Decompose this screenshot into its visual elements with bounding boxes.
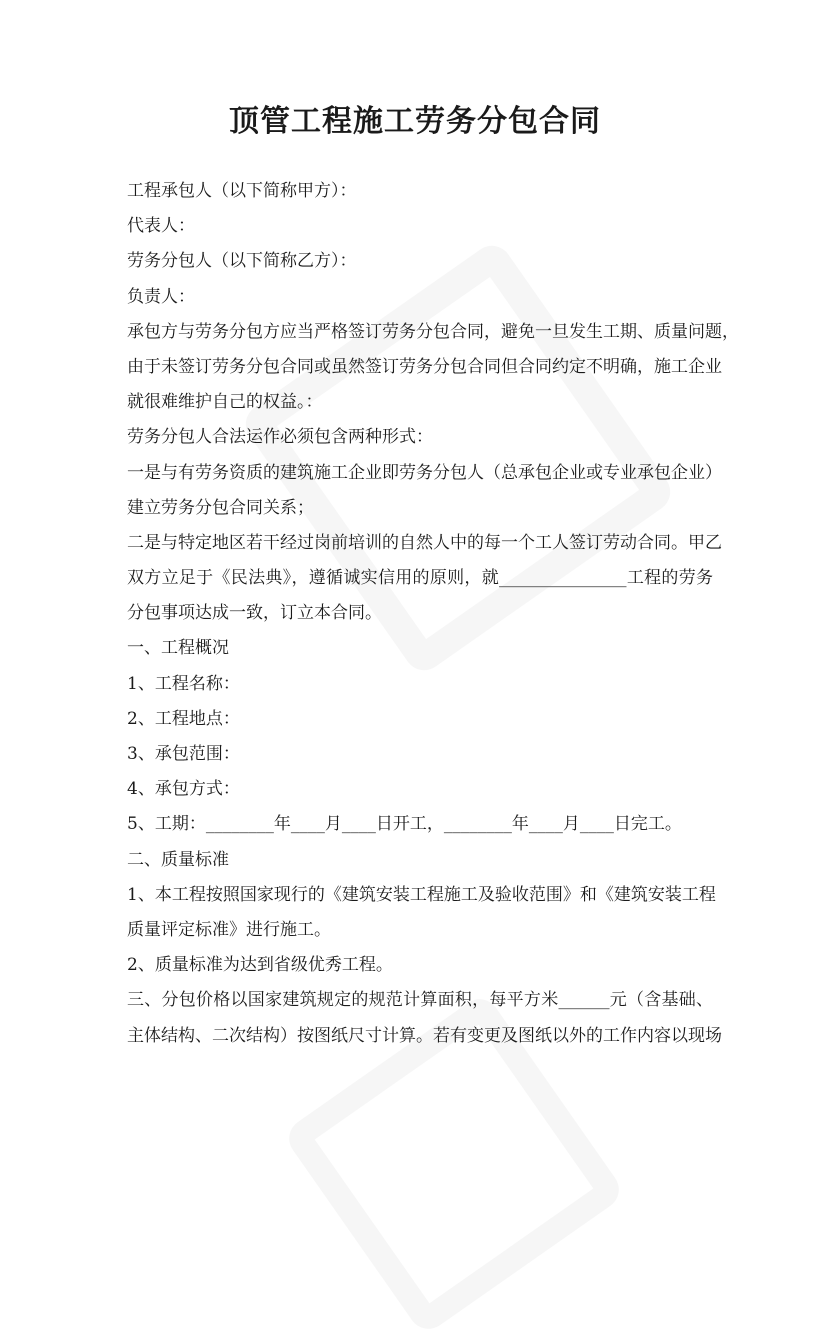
paragraph-line: 代表人： (127, 216, 195, 237)
paragraph-line: 三、分包价格以国家建筑规定的规范计算面积，每平方米______元（含基础、 (127, 990, 713, 1011)
paragraph-line: 1、工程名称： (127, 673, 240, 694)
paragraph-line: 主体结构、二次结构）按图纸尺寸计算。若有变更及图纸以外的工作内容以现场 (127, 1025, 722, 1046)
paragraph-line: 1、本工程按照国家现行的《建筑安装工程施工及验收范围》和《建筑安装工程 (127, 884, 716, 905)
paragraph-line: 3、承包范围： (127, 744, 240, 764)
paragraph-line: 工程承包人（以下简称甲方）： (127, 181, 357, 201)
paragraph-line: 质量评定标准》进行施工。 (127, 919, 331, 940)
paragraph-line: 一、工程概况 (127, 638, 229, 659)
paragraph-line: 二、质量标准 (127, 849, 229, 870)
paragraph-line: 承包方与劳务分包方应当严格签订劳务分包合同，避免一旦发生工期、质量问题， (127, 321, 739, 342)
paragraph-line: 由于未签订劳务分包合同或虽然签订劳务分包合同但合同约定不明确，施工企业 (127, 356, 722, 377)
paragraph-line: 分包事项达成一致，订立本合同。 (127, 603, 382, 624)
paragraph-line: 2、工程地点： (127, 708, 240, 729)
paragraph-line: 二是与特定地区若干经过岗前培训的自然人中的每一个工人签订劳动合同。甲乙 (127, 532, 722, 553)
paragraph-line: 负责人： (127, 286, 195, 307)
paragraph-line: 一是与有劳务资质的建筑施工企业即劳务分包人（总承包企业或专业承包企业） (127, 462, 722, 483)
document-title: 顶管工程施工劳务分包合同 (229, 104, 601, 139)
paragraph-line: 5、工期：________年____月____日开工，________年____月____日完工。 (127, 814, 682, 835)
paragraph-line: 就很难维护自己的权益。： (127, 392, 323, 413)
paragraph-line: 劳务分包人合法运作必须包含两种形式： (127, 427, 433, 448)
paragraph-line: 建立劳务分包合同关系； (127, 497, 314, 518)
paragraph-line: 双方立足于《民法典》，遵循诚实信用的原则，就_______________工程的劳务 (127, 568, 713, 589)
paragraph-line: 4、承包方式： (127, 779, 240, 800)
paragraph-line: 2、质量标准为达到省级优秀工程。 (127, 955, 393, 976)
paragraph-line: 劳务分包人（以下简称乙方）： (127, 251, 357, 272)
document-body (127, 174, 739, 1054)
